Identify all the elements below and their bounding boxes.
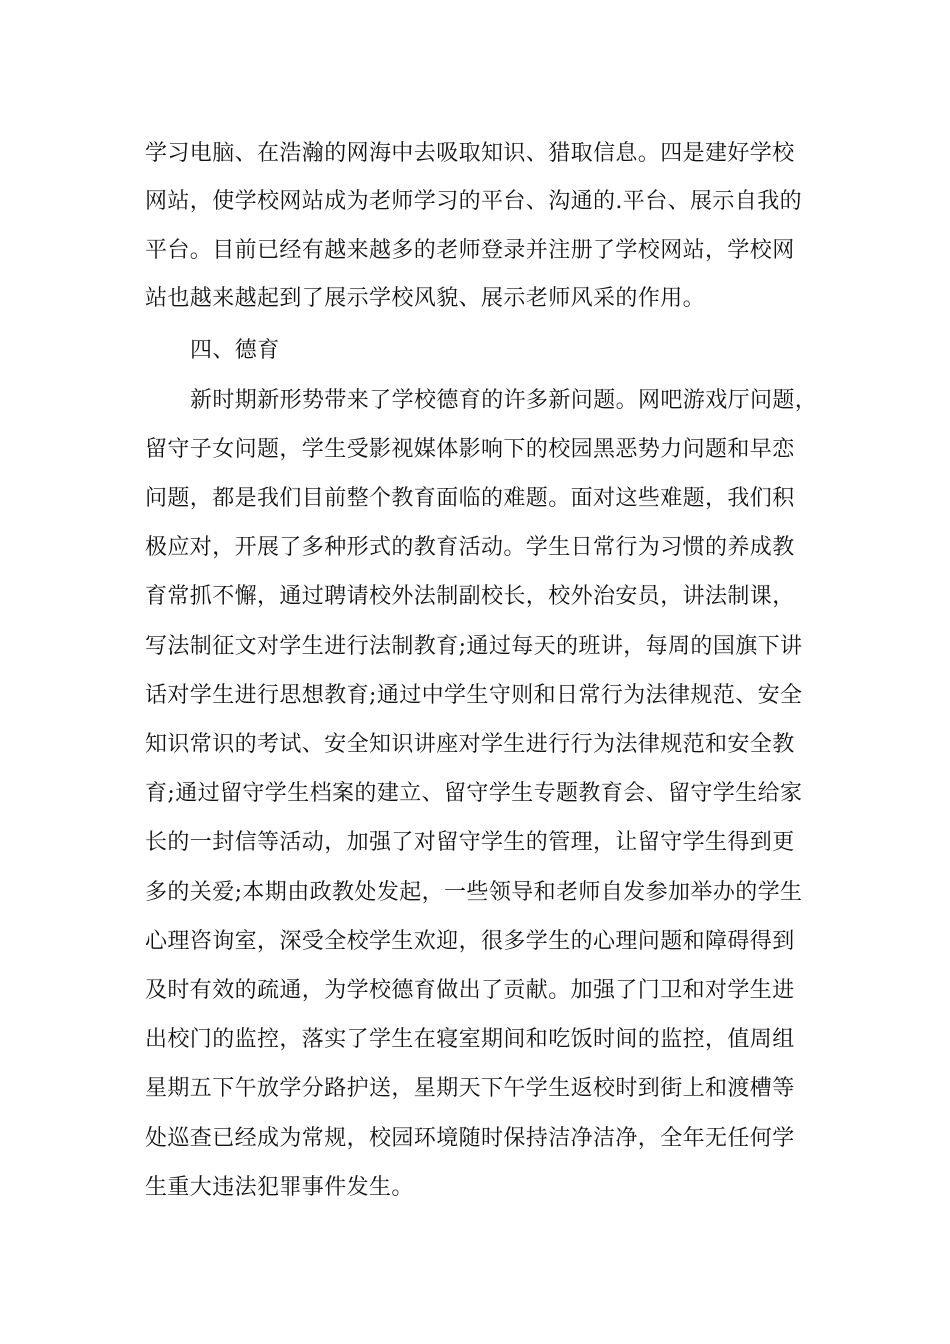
section-heading: 四、德育: [190, 338, 280, 363]
text-line: 长的一封信等活动，加强了对留守学生的管理，让留守学生得到更: [145, 830, 795, 855]
text-line: 问题，都是我们目前整个教育面临的难题。面对这些难题，我们积: [145, 486, 795, 511]
text-line: 平台。目前已经有越来越多的老师登录并注册了学校网站，学校网: [145, 238, 795, 263]
text-line: 话对学生进行思想教育;通过中学生守则和日常行为法律规范、安全: [145, 683, 803, 708]
text-line: 网站，使学校网站成为老师学习的平台、沟通的.平台、展示自我的: [145, 189, 802, 214]
text-line: 写法制征文对学生进行法制教育;通过每天的班讲，每周的国旗下讲: [145, 634, 803, 659]
text-line: 出校门的监控，落实了学生在寝室期间和吃饭时间的监控，值周组: [145, 1027, 795, 1052]
text-line: 学习电脑、在浩瀚的网海中去吸取知识、猎取信息。四是建好学校: [145, 141, 795, 166]
text-line: 心理咨询室，深受全校学生欢迎，很多学生的心理问题和障碍得到: [145, 929, 795, 954]
text-line: 及时有效的疏通，为学校德育做出了贡献。加强了门卫和对学生进: [145, 978, 795, 1003]
text-line: 新时期新形势带来了学校德育的许多新问题。网吧游戏厅问题，: [190, 388, 818, 413]
text-line: 站也越来越起到了展示学校风貌、展示老师风采的作用。: [145, 286, 706, 311]
text-line: 多的关爱;本期由政教处发起，一些领导和老师自发参加举办的学生: [145, 880, 803, 905]
text-line: 处巡查已经成为常规，校园环境随时保持洁净洁净，全年无任何学: [145, 1126, 795, 1151]
text-line: 知识常识的考试、安全知识讲座对学生进行行为法律规范和安全教: [145, 732, 795, 757]
text-line: 育常抓不懈，通过聘请校外法制副校长，校外治安员，讲法制课，: [145, 584, 795, 609]
text-line: 星期五下午放学分路护送，星期天下午学生返校时到街上和渡槽等: [145, 1076, 795, 1101]
text-line: 极应对，开展了多种形式的教育活动。学生日常行为习惯的养成教: [145, 535, 795, 560]
text-line: 生重大违法犯罪事件发生。: [145, 1175, 414, 1200]
text-line: 育;通过留守学生档案的建立、留守学生专题教育会、留守学生给家: [145, 781, 803, 806]
text-line: 留守子女问题，学生受影视媒体影响下的校园黑恶势力问题和早恋: [145, 437, 795, 462]
